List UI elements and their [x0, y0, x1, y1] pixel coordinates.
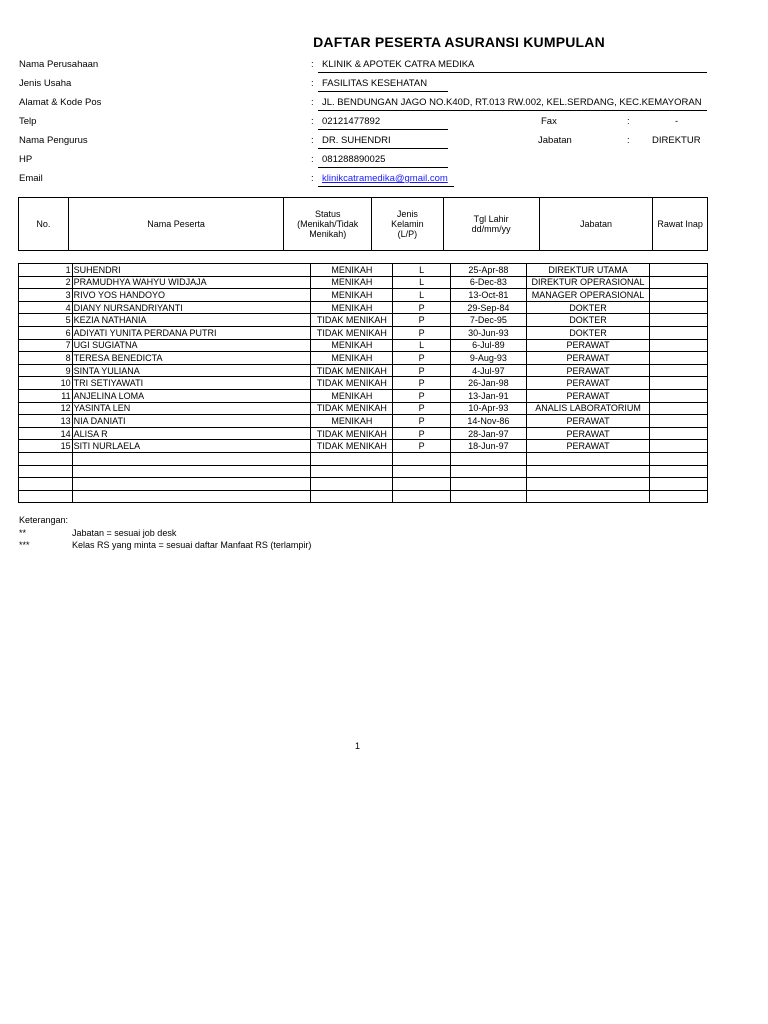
cell-rawat-inap: [650, 427, 708, 440]
cell-jabatan: PERAWAT: [526, 427, 649, 440]
cell-rawat-inap: [650, 452, 708, 465]
cell-tgl-lahir: 18-Jun-97: [450, 440, 526, 453]
label-fax: Fax: [541, 116, 557, 127]
label-nama-pengurus: Nama Pengurus: [19, 135, 88, 146]
cell-jabatan: [526, 452, 649, 465]
cell-rawat-inap: [650, 440, 708, 453]
cell-no: 9: [19, 364, 73, 377]
empty-table-row: [19, 490, 708, 503]
table-row: [19, 427, 708, 440]
cell-rawat-inap: [650, 264, 708, 277]
cell-status: MENIKAH: [311, 301, 393, 314]
cell-jenis-kelamin: P: [393, 389, 451, 402]
cell-status: [311, 465, 393, 478]
cell-nama: DIANY NURSANDRIYANTI: [72, 301, 311, 314]
cell-status: TIDAK MENIKAH: [311, 314, 393, 327]
header-jenis-kelamin: Jenis Kelamin (L/P): [372, 198, 443, 251]
cell-no: 1: [19, 264, 73, 277]
cell-rawat-inap: [650, 352, 708, 365]
cell-tgl-lahir: 28-Jan-97: [450, 427, 526, 440]
cell-no: 11: [19, 389, 73, 402]
colon: :: [311, 154, 314, 165]
underline: [318, 72, 707, 73]
header-no: No.: [19, 198, 69, 251]
table-row: [19, 314, 708, 327]
cell-tgl-lahir: [450, 490, 526, 503]
table-row: [19, 326, 708, 339]
cell-tgl-lahir: 6-Jul-89: [450, 339, 526, 352]
note-text: Jabatan = sesuai job desk: [72, 528, 177, 538]
cell-nama: RIVO YOS HANDOYO: [72, 289, 311, 302]
cell-jabatan: [526, 478, 649, 491]
cell-jabatan: [526, 465, 649, 478]
cell-jenis-kelamin: [393, 465, 451, 478]
cell-tgl-lahir: 13-Jan-91: [450, 389, 526, 402]
cell-no: 3: [19, 289, 73, 302]
cell-rawat-inap: [650, 478, 708, 491]
empty-table-row: [19, 452, 708, 465]
cell-jenis-kelamin: [393, 452, 451, 465]
table-row: [19, 339, 708, 352]
cell-status: TIDAK MENIKAH: [311, 427, 393, 440]
note-mark: **: [19, 528, 27, 538]
colon: :: [311, 116, 314, 127]
value-hp: 081288890025: [322, 154, 386, 165]
note-mark: ***: [19, 540, 30, 550]
cell-nama: [72, 478, 311, 491]
cell-jabatan: PERAWAT: [526, 377, 649, 390]
cell-no: [19, 478, 73, 491]
cell-no: [19, 490, 73, 503]
cell-jabatan: DOKTER: [526, 314, 649, 327]
cell-status: MENIKAH: [311, 389, 393, 402]
cell-jenis-kelamin: P: [393, 440, 451, 453]
value-nama-perusahaan: KLINIK & APOTEK CATRA MEDIKA: [322, 59, 475, 70]
cell-jabatan: PERAWAT: [526, 352, 649, 365]
cell-status: MENIKAH: [311, 415, 393, 428]
value-jabatan: DIREKTUR: [652, 135, 701, 146]
cell-nama: KEZIA NATHANIA: [72, 314, 311, 327]
cell-rawat-inap: [650, 339, 708, 352]
underline: [318, 148, 448, 149]
value-fax: -: [675, 116, 679, 127]
value-telp: 02121477892: [322, 116, 381, 127]
cell-rawat-inap: [650, 301, 708, 314]
cell-rawat-inap: [650, 465, 708, 478]
cell-jenis-kelamin: P: [393, 364, 451, 377]
document-title: DAFTAR PESERTA ASURANSI KUMPULAN: [313, 34, 605, 50]
cell-jabatan: PERAWAT: [526, 339, 649, 352]
cell-nama: [72, 490, 311, 503]
cell-tgl-lahir: 25-Apr-88: [450, 264, 526, 277]
underline: [318, 110, 707, 111]
cell-tgl-lahir: 10-Apr-93: [450, 402, 526, 415]
cell-nama: SUHENDRI: [72, 264, 311, 277]
cell-status: TIDAK MENIKAH: [311, 326, 393, 339]
cell-rawat-inap: [650, 490, 708, 503]
cell-no: 8: [19, 352, 73, 365]
cell-status: TIDAK MENIKAH: [311, 402, 393, 415]
cell-no: 4: [19, 301, 73, 314]
header-status: Status (Menikah/Tidak Menikah): [284, 198, 372, 251]
participants-table: [18, 263, 708, 503]
label-jabatan: Jabatan: [538, 135, 572, 146]
cell-jenis-kelamin: P: [393, 301, 451, 314]
cell-jenis-kelamin: L: [393, 289, 451, 302]
colon: :: [311, 173, 314, 184]
cell-jabatan: MANAGER OPERASIONAL: [526, 289, 649, 302]
cell-jabatan: PERAWAT: [526, 364, 649, 377]
cell-jenis-kelamin: L: [393, 339, 451, 352]
cell-tgl-lahir: [450, 465, 526, 478]
cell-nama: NIA DANIATI: [72, 415, 311, 428]
cell-nama: YASINTA LEN: [72, 402, 311, 415]
cell-jabatan: PERAWAT: [526, 440, 649, 453]
cell-jabatan: ANALIS LABORATORIUM: [526, 402, 649, 415]
cell-rawat-inap: [650, 415, 708, 428]
cell-nama: SINTA YULIANA: [72, 364, 311, 377]
cell-jenis-kelamin: P: [393, 427, 451, 440]
table-row: [19, 289, 708, 302]
cell-status: MENIKAH: [311, 352, 393, 365]
cell-tgl-lahir: 13-Oct-81: [450, 289, 526, 302]
cell-jabatan: [526, 490, 649, 503]
email-link[interactable]: klinikcatramedika@gmail.com: [322, 173, 448, 184]
label-jenis-usaha: Jenis Usaha: [19, 78, 72, 89]
cell-no: [19, 452, 73, 465]
cell-nama: [72, 465, 311, 478]
notes-title: Keterangan:: [19, 515, 69, 525]
cell-jenis-kelamin: [393, 478, 451, 491]
header-rawat-inap: Rawat Inap: [653, 198, 708, 251]
cell-tgl-lahir: 29-Sep-84: [450, 301, 526, 314]
cell-status: [311, 452, 393, 465]
header-jabatan: Jabatan: [539, 198, 653, 251]
cell-rawat-inap: [650, 314, 708, 327]
cell-jabatan: PERAWAT: [526, 415, 649, 428]
cell-jenis-kelamin: [393, 490, 451, 503]
cell-jenis-kelamin: P: [393, 326, 451, 339]
cell-nama: ADIYATI YUNITA PERDANA PUTRI: [72, 326, 311, 339]
cell-jabatan: DOKTER: [526, 326, 649, 339]
cell-jabatan: PERAWAT: [526, 389, 649, 402]
empty-table-row: [19, 465, 708, 478]
value-alamat: JL. BENDUNGAN JAGO NO.K40D, RT.013 RW.002, KEL.SERDANG, KEC.KEMAYORAN: [322, 97, 702, 108]
cell-no: 13: [19, 415, 73, 428]
cell-no: [19, 465, 73, 478]
table-row: [19, 364, 708, 377]
cell-jabatan: DOKTER: [526, 301, 649, 314]
cell-nama: TRI SETIYAWATI: [72, 377, 311, 390]
table-row: [19, 389, 708, 402]
cell-jenis-kelamin: P: [393, 352, 451, 365]
cell-no: 5: [19, 314, 73, 327]
cell-jenis-kelamin: L: [393, 264, 451, 277]
cell-tgl-lahir: [450, 452, 526, 465]
cell-tgl-lahir: 30-Jun-93: [450, 326, 526, 339]
colon: :: [311, 97, 314, 108]
cell-jenis-kelamin: P: [393, 402, 451, 415]
cell-rawat-inap: [650, 326, 708, 339]
cell-tgl-lahir: 9-Aug-93: [450, 352, 526, 365]
cell-status: MENIKAH: [311, 289, 393, 302]
cell-status: MENIKAH: [311, 276, 393, 289]
cell-rawat-inap: [650, 276, 708, 289]
cell-nama: ALISA R: [72, 427, 311, 440]
label-nama-perusahaan: Nama Perusahaan: [19, 59, 99, 70]
table-row: [19, 352, 708, 365]
value-jenis-usaha: FASILITAS KESEHATAN: [322, 78, 428, 89]
cell-tgl-lahir: 7-Dec-95: [450, 314, 526, 327]
header-tgl-lahir: Tgl Lahir dd/mm/yy: [443, 198, 539, 251]
table-row: [19, 377, 708, 390]
empty-table-row: [19, 478, 708, 491]
cell-nama: [72, 452, 311, 465]
label-email: Email: [19, 173, 43, 184]
cell-nama: SITI NURLAELA: [72, 440, 311, 453]
cell-no: 12: [19, 402, 73, 415]
header-nama-peserta: Nama Peserta: [68, 198, 283, 251]
cell-status: TIDAK MENIKAH: [311, 364, 393, 377]
table-row: [19, 264, 708, 277]
label-telp: Telp: [19, 116, 37, 127]
cell-jenis-kelamin: P: [393, 377, 451, 390]
underline: [318, 91, 448, 92]
cell-status: TIDAK MENIKAH: [311, 377, 393, 390]
cell-rawat-inap: [650, 402, 708, 415]
value-nama-pengurus: DR. SUHENDRI: [322, 135, 391, 146]
table-row: [19, 276, 708, 289]
colon: :: [627, 116, 630, 127]
cell-no: 15: [19, 440, 73, 453]
label-hp: HP: [19, 154, 33, 165]
colon: :: [627, 135, 630, 146]
page-number: 1: [355, 741, 361, 751]
cell-status: [311, 478, 393, 491]
cell-jabatan: DIREKTUR OPERASIONAL: [526, 276, 649, 289]
cell-nama: ANJELINA LOMA: [72, 389, 311, 402]
cell-rawat-inap: [650, 364, 708, 377]
cell-rawat-inap: [650, 289, 708, 302]
table-row: [19, 415, 708, 428]
cell-no: 6: [19, 326, 73, 339]
cell-jabatan: DIREKTUR UTAMA: [526, 264, 649, 277]
colon: :: [311, 135, 314, 146]
table-row: [19, 440, 708, 453]
cell-jenis-kelamin: L: [393, 276, 451, 289]
cell-no: 2: [19, 276, 73, 289]
underline: [318, 167, 448, 168]
cell-status: [311, 490, 393, 503]
table-row: [19, 301, 708, 314]
cell-tgl-lahir: 26-Jan-98: [450, 377, 526, 390]
cell-nama: PRAMUDHYA WAHYU WIDJAJA: [72, 276, 311, 289]
cell-jenis-kelamin: P: [393, 314, 451, 327]
cell-nama: UGI SUGIATNA: [72, 339, 311, 352]
label-alamat: Alamat & Kode Pos: [19, 97, 102, 108]
underline: [318, 129, 448, 130]
underline: [318, 186, 454, 187]
cell-rawat-inap: [650, 389, 708, 402]
table-row: [19, 402, 708, 415]
cell-jenis-kelamin: P: [393, 415, 451, 428]
cell-no: 10: [19, 377, 73, 390]
participants-header-table: [18, 197, 708, 251]
cell-no: 7: [19, 339, 73, 352]
cell-rawat-inap: [650, 377, 708, 390]
cell-nama: TERESA BENEDICTA: [72, 352, 311, 365]
cell-status: MENIKAH: [311, 264, 393, 277]
cell-tgl-lahir: 6-Dec-83: [450, 276, 526, 289]
cell-status: TIDAK MENIKAH: [311, 440, 393, 453]
colon: :: [311, 78, 314, 89]
colon: :: [311, 59, 314, 70]
cell-tgl-lahir: 4-Jul-97: [450, 364, 526, 377]
note-text: Kelas RS yang minta = sesuai daftar Manfaat RS (terlampir): [72, 540, 312, 550]
cell-no: 14: [19, 427, 73, 440]
cell-tgl-lahir: [450, 478, 526, 491]
cell-status: MENIKAH: [311, 339, 393, 352]
cell-tgl-lahir: 14-Nov-86: [450, 415, 526, 428]
